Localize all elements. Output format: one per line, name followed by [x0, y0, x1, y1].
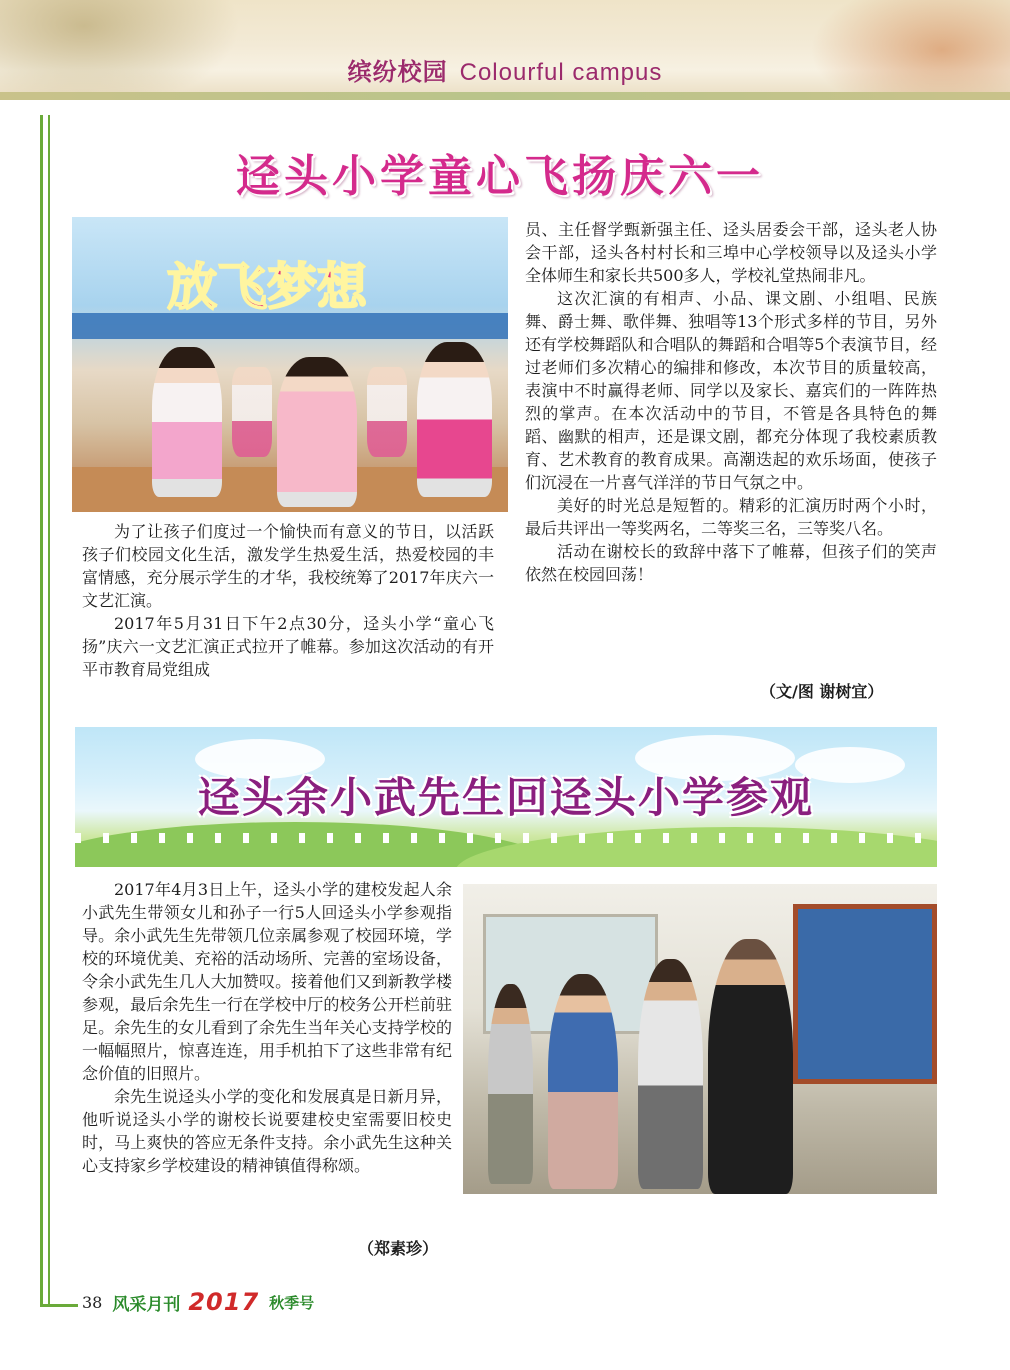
article1-paragraph: 员、主任督学甄新强主任、迳头居委会干部，迳头老人协会干部，迳头各村村长和三埠中心学校领导以及迳头小学全体师生和家长共500多人，学校礼堂热闹非凡。	[525, 220, 937, 285]
issue-season: 秋季号	[269, 1293, 315, 1312]
article2-banner	[75, 727, 937, 867]
issue-year: 2017	[188, 1288, 260, 1316]
article2-paragraph: 2017年4月3日上午，迳头小学的建校发起人余小武先生带领女儿和孙子一行5人回迳头小学参观指导。余小武先生先带领几位亲属参观了校园环境，学校的环境优美、充裕的活动场所、完善的室场设备，令余小武先生几人大加赞叹。接着他们又到新教学楼参观，最后余先生一行在学校中厅的校务公开栏前驻足。余先生的女儿看到了余先生当年关心支持学校的一幅幅照片，惊喜连连，用手机拍下了这些非常有纪念价值的旧照片。	[82, 880, 452, 1083]
page-number: 38	[82, 1292, 103, 1312]
footer	[82, 1288, 314, 1316]
article2-byline: （郑素珍）	[358, 1239, 439, 1258]
header-banner	[0, 0, 1010, 100]
photo-banner-text: 放飞梦想	[167, 258, 367, 316]
frame-line-left	[40, 115, 43, 1307]
article1-byline: （文/图 谢树宜）	[760, 682, 884, 701]
section-title-en: Colourful campus	[459, 59, 663, 86]
header-stripe	[0, 92, 1010, 100]
article1-left-column	[82, 520, 494, 681]
article1-paragraph: 为了让孩子们度过一个愉快而有意义的节日，以活跃孩子们校园文化生活，激发学生热爱生活，热爱校园的丰富情感，充分展示学生的才华，我校统筹了2017年庆六一文艺汇演。	[82, 522, 494, 610]
article1-right-column	[525, 218, 937, 586]
article1-paragraph: 这次汇演的有相声、小品、课文剧、小组唱、民族舞、爵士舞、歌伴舞、独唱等13个形式多样的节目，另外还有学校舞蹈队和合唱队的舞蹈和合唱等5个表演节目，经过老师们多次精心的编排和修改，本次节目的质量较高，表演中不时赢得老师、同学以及家长、嘉宾们的一阵阵热烈的掌声。在本次活动中的节目，不管是各具特色的舞蹈、幽默的相声，还是课文剧，都充分体现了我校素质教育、艺术教育的教育成果。高潮迭起的欢乐场面，使孩子们沉浸在一片喜气洋洋的节日气氛之中。	[525, 289, 937, 492]
frame-line-left-inner	[48, 115, 50, 1307]
article1-paragraph: 2017年5月31日下午2点30分，迳头小学“童心飞扬”庆六一文艺汇演正式拉开了帷幕。参加这次活动的有开平市教育局党组成	[82, 614, 494, 679]
article2-column	[82, 878, 452, 1177]
article1-paragraph: 活动在谢校长的致辞中落下了帷幕，但孩子们的笑声依然在校园回荡！	[525, 542, 937, 584]
photo-choir-2	[367, 367, 407, 457]
section-title	[0, 52, 1010, 87]
frame-line-bottom	[40, 1304, 78, 1307]
photo-notice-board	[793, 904, 937, 1084]
article1-photo	[72, 217, 508, 512]
photo-person-2	[638, 959, 703, 1189]
banner-fence	[75, 833, 937, 843]
article1-title: 迳头小学童心飞扬庆六一	[236, 151, 764, 202]
photo-girl-center	[277, 357, 357, 507]
section-title-zh: 缤纷校园	[347, 57, 448, 86]
photo-person-1	[488, 984, 533, 1184]
article2-title: 迳头余小武先生回迳头小学参观	[197, 773, 814, 822]
article2-photo	[463, 884, 937, 1194]
article2-paragraph: 余先生说迳头小学的变化和发展真是日新月异，他听说迳头小学的谢校长说要建校史室需要旧校史时，马上爽快的答应无条件支持。余小武先生这种关心支持家乡学校建设的精神镇值得称颂。	[82, 1087, 452, 1175]
magazine-name: 风采月刊	[112, 1294, 181, 1315]
photo-person-elder	[708, 939, 793, 1194]
photo-choir	[232, 367, 272, 457]
article1-paragraph: 美好的时光总是短暂的。精彩的汇演历时两个小时，最后共评出一等奖两名，二等奖三名，三等奖八名。	[525, 496, 937, 538]
photo-girl-right	[417, 342, 492, 497]
photo-person-woman	[548, 974, 618, 1189]
photo-girl-left	[152, 347, 222, 497]
